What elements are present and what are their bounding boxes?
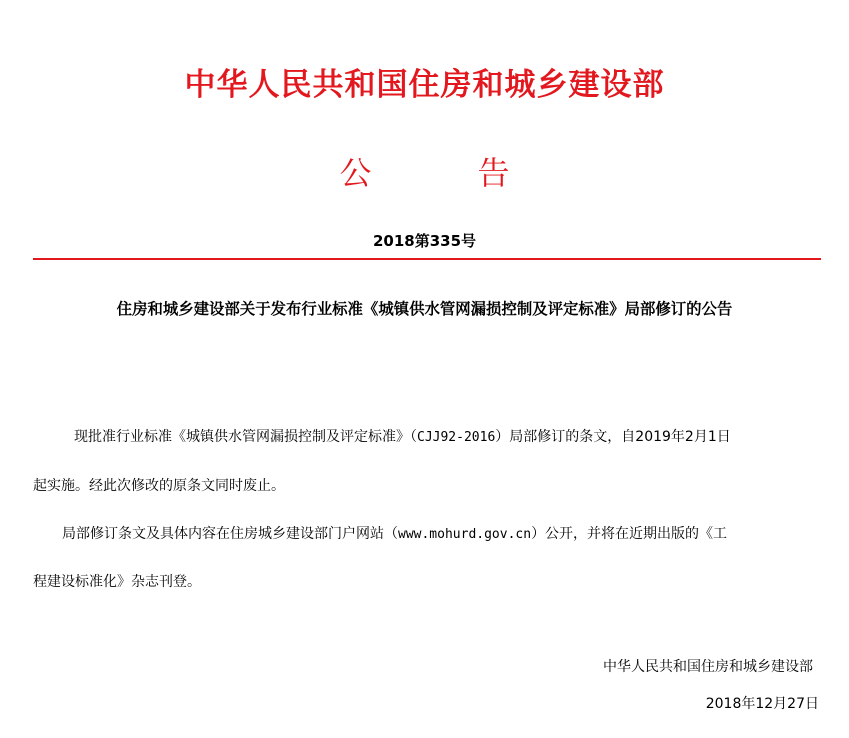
signature-org: 中华人民共和国住房和城乡建设部 (603, 659, 813, 675)
p1-text-b: ）局部修订的条文，自2019年2月1日 (495, 429, 731, 445)
p2-text-a: 局部修订条文及具体内容在住房城乡建设部门户网站（ (62, 526, 398, 542)
notice-char-gao: 告 (477, 154, 616, 192)
signature-date: 2018年12月27日 (705, 696, 819, 712)
standard-code: CJJ92-2016 (417, 430, 496, 445)
p2-text-b: ）公开，并将在近期出版的《工 (531, 526, 728, 542)
notice-char-gong: 公 (339, 154, 478, 192)
red-divider-line (33, 258, 821, 260)
notice-heading (0, 150, 849, 196)
paragraph-1-line-2: 起实施。经此次修改的原条文同时废止。 (33, 478, 285, 494)
website-url: www.mohurd.gov.cn (398, 527, 532, 542)
p1-text-a: 现批准行业标准《城镇供水管网漏损控制及评定标准》（ (74, 429, 417, 445)
paragraph-1-line-1 (74, 425, 731, 450)
paragraph-2-line-1 (62, 522, 727, 547)
announcement-subject: 住房和城乡建设部关于发布行业标准《城镇供水管网漏损控制及评定标准》局部修订的公告 (116, 300, 733, 318)
paragraph-2-line-2: 程建设标准化》杂志刊登。 (33, 574, 201, 590)
document-number: 2018第335号 (372, 232, 477, 250)
issuer-title: 中华人民共和国住房和城乡建设部 (184, 67, 665, 103)
